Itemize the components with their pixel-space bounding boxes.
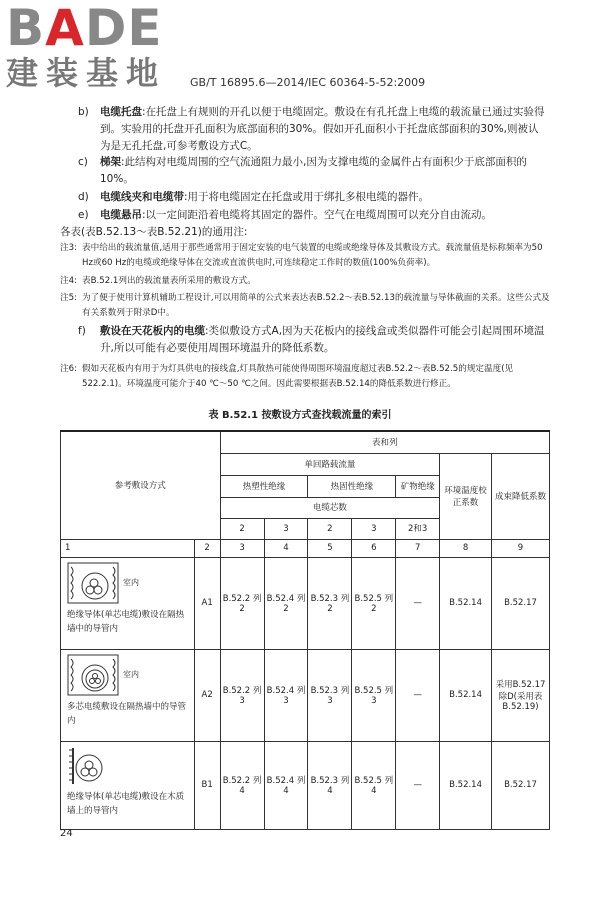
core-count: 3 bbox=[265, 519, 309, 539]
table-cell: — bbox=[396, 557, 440, 649]
item-e: e) 电缆悬吊:以一定间距沿着电缆将其固定的器件。空气在电缆周围可以充分自由流动。 bbox=[78, 209, 493, 221]
table-cell: B.52.5 列3 bbox=[352, 649, 396, 741]
ref-method-cell: 室内 多芯电缆敷设在隔热墙中的导管内 bbox=[61, 649, 195, 741]
header-mineral: 矿物绝缘 bbox=[396, 475, 440, 497]
core-count: 3 bbox=[352, 519, 396, 539]
table-cell: B.52.5 列4 bbox=[352, 741, 396, 829]
table-cell: — bbox=[396, 649, 440, 741]
header-thermoplastic: 热塑性绝缘 bbox=[220, 475, 308, 497]
header-single-circuit: 单回路载流量 bbox=[220, 453, 440, 475]
table-cell: — bbox=[396, 741, 440, 829]
method-code: A2 bbox=[194, 649, 220, 741]
installation-diagram-icon bbox=[67, 654, 119, 696]
header-cores: 电缆芯数 bbox=[221, 498, 440, 519]
ref-method-cell: 室内 绝缘导体(单芯电缆)敷设在隔热墙中的导管内 bbox=[61, 557, 195, 649]
standard-code: GB/T 16895.6—2014/IEC 60364-5-52:2009 bbox=[190, 76, 426, 89]
table-cell: B.52.4 列4 bbox=[264, 741, 308, 829]
column-number: 4 bbox=[264, 539, 308, 557]
logo-subtitle: 建装基地 bbox=[6, 54, 167, 92]
table-cell: B.52.14 bbox=[440, 741, 492, 829]
table-cell: B.52.2 列3 bbox=[220, 649, 264, 741]
column-number: 3 bbox=[220, 539, 264, 557]
table-cell: B.52.4 列3 bbox=[264, 649, 308, 741]
table-cell: B.52.2 列4 bbox=[220, 741, 264, 829]
table-cell: B.52.4 列2 bbox=[264, 557, 308, 649]
page-number: 24 bbox=[60, 828, 73, 839]
header-table-col: 表和列 bbox=[220, 431, 549, 453]
logo-wordmark: BADE bbox=[6, 0, 163, 57]
table-cell: B.52.3 列3 bbox=[308, 649, 352, 741]
core-count: 2 bbox=[221, 519, 265, 539]
method-code: B1 bbox=[194, 741, 220, 829]
core-count: 2 bbox=[308, 519, 352, 539]
header-thermoset: 热固性绝缘 bbox=[308, 475, 396, 497]
column-number: 5 bbox=[308, 539, 352, 557]
table-cell: B.52.17 bbox=[492, 557, 550, 649]
table-row bbox=[61, 557, 550, 649]
ref-method-cell: 绝缘导体(单芯电缆)敷设在木质墙上的导管内 bbox=[61, 741, 195, 829]
table-cell: B.52.3 列2 bbox=[308, 557, 352, 649]
table-row bbox=[61, 741, 550, 829]
column-number: 6 bbox=[352, 539, 396, 557]
table-cell: B.52.5 列2 bbox=[352, 557, 396, 649]
note-5: 注5: 为了便于使用计算机辅助工程设计,可以用简单的公式来表达表B.52.2～表B.52.13的载流量与导体截面的关系。这些公式及有关系数列于附录D中。 bbox=[60, 293, 550, 318]
table-cell: B.52.14 bbox=[440, 557, 492, 649]
column-number: 2 bbox=[194, 539, 220, 557]
item-c: c) 梯架:此结构对电缆周围的空气流通阻力最小,因为支撑电缆的金属件占有面积少于底部面积的10%。 bbox=[78, 156, 527, 185]
header-ambient: 环境温度校正系数 bbox=[440, 453, 492, 539]
table-cell: B.52.3 列4 bbox=[308, 741, 352, 829]
table-cell: B.52.14 bbox=[440, 649, 492, 741]
note-4: 注4: 表B.52.1列出的载流量表所采用的敷设方式。 bbox=[60, 276, 256, 286]
note-6: 注6: 假如天花板内有用于为灯具供电的接线盒,灯具散热可能使得周围环境温度超过表B.52.2～表B.52.5的规定温度(见522.2.1)。环境温度可能介于40 ℃～50 ℃之间。因此需要根据表B.52.14的降低系数进行修正。 bbox=[60, 364, 514, 389]
header-grouping: 成束降低系数 bbox=[492, 453, 550, 539]
brand-logo bbox=[6, 2, 166, 90]
table-row bbox=[61, 649, 550, 741]
header-cores-group bbox=[220, 497, 440, 539]
table-cell: B.52.2 列2 bbox=[220, 557, 264, 649]
table-cell: 采用B.52.17除D(采用表B.52.19) bbox=[492, 649, 550, 741]
header-ref-method: 参考敷设方式 bbox=[61, 431, 221, 539]
index-table bbox=[60, 430, 550, 830]
column-number: 9 bbox=[492, 539, 550, 557]
item-f: f) 敷设在天花板内的电缆:类似敷设方式A,因为天花板内的接线盒或类似器件可能会引起周围环境温升,所以可能有必要使用周围环境温升的降低系数。 bbox=[78, 325, 545, 354]
note-3: 注3: 表中给出的载流量值,适用于那些通常用于固定安装的电气装置的电缆或绝缘导体及其敷设方式。载流量值是标称频率为50 Hz或60 Hz的电缆或绝缘导体在交流或直流供电时,可连续稳定工作时的数值(100%负荷率)。 bbox=[60, 243, 543, 268]
item-b: b) 电缆托盘:在托盘上有规则的开孔以便于电缆固定。敷设在有孔托盘上电缆的载流量已通过实验得到。实验用的托盘开孔面积为底部面积的30%。假如开孔面积小于托盘底部面积的30%,则被认为是无孔托盘,可参考敷设方式C。 bbox=[78, 106, 545, 152]
method-code: A1 bbox=[194, 557, 220, 649]
installation-diagram-icon bbox=[67, 746, 107, 786]
installation-diagram-icon bbox=[67, 562, 119, 604]
table-title: 表 B.52.1 按敷设方式查找载流量的索引 bbox=[208, 410, 392, 421]
column-number: 1 bbox=[61, 539, 195, 557]
table-cell: B.52.17 bbox=[492, 741, 550, 829]
general-notes-heading: 各表(表B.52.13～表B.52.21)的通用注: bbox=[60, 226, 248, 238]
core-count: 2和3 bbox=[408, 523, 428, 534]
column-number: 8 bbox=[440, 539, 492, 557]
item-d: d) 电缆线夹和电缆带:用于将电缆固定在托盘或用于绑扎多根电缆的器件。 bbox=[78, 191, 430, 203]
column-number: 7 bbox=[396, 539, 440, 557]
